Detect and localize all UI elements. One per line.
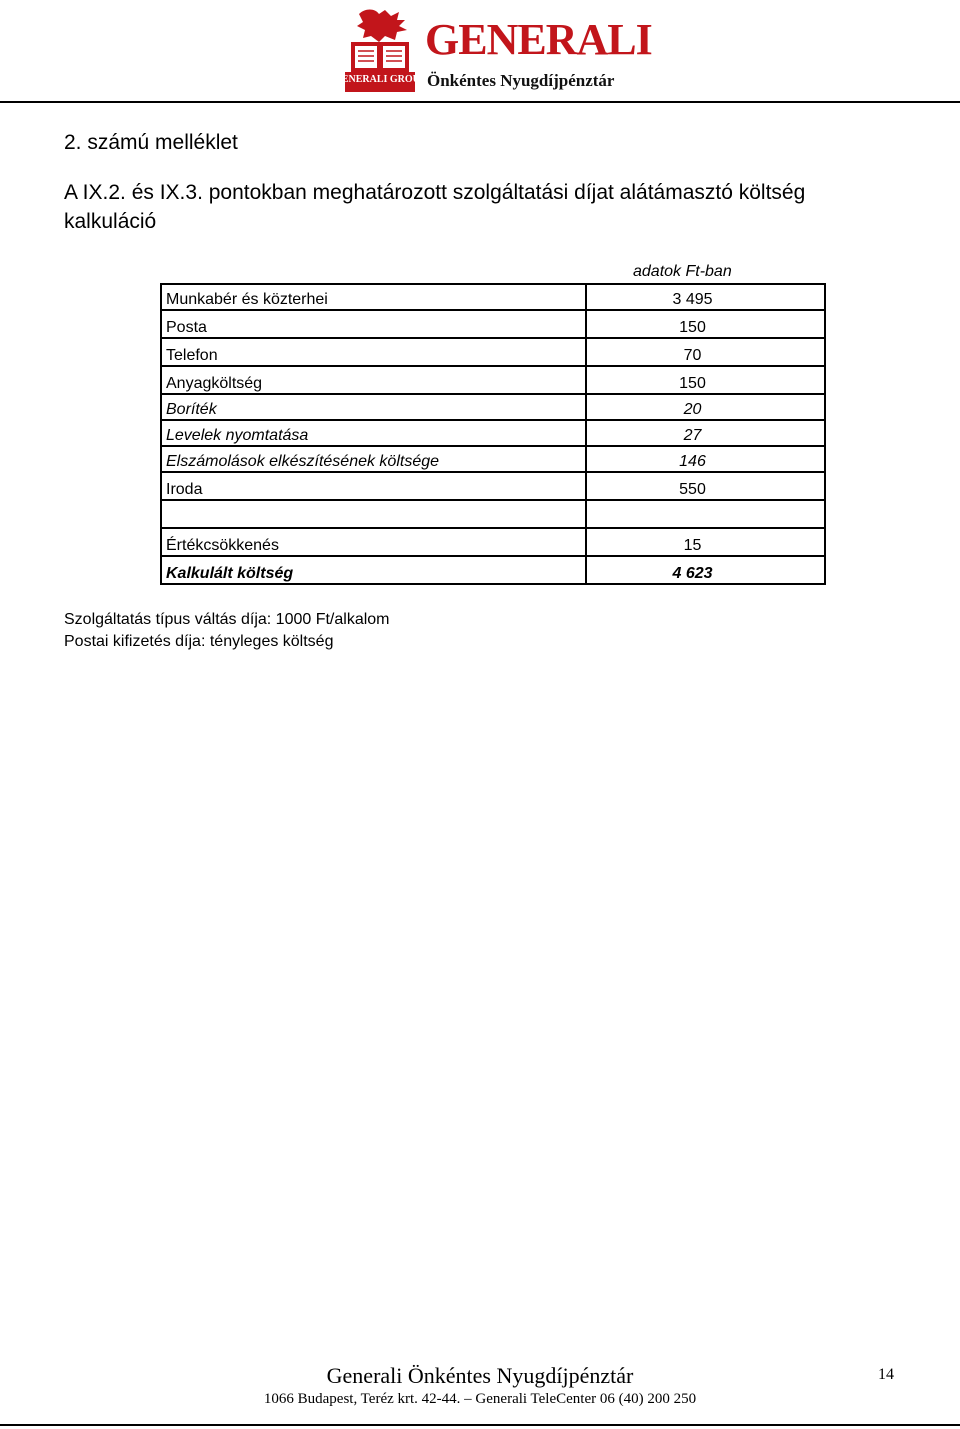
table-row bbox=[161, 420, 825, 446]
table-row-total bbox=[161, 556, 825, 584]
logo-text: GENERALI GROUP bbox=[334, 74, 426, 85]
row-value: 150 bbox=[586, 366, 825, 394]
winged-lion-logo-icon bbox=[334, 6, 426, 92]
header-divider bbox=[0, 101, 960, 103]
footer-divider bbox=[0, 1424, 960, 1426]
table-row bbox=[161, 446, 825, 472]
note-text: Postai kifizetés díja: tényleges költség bbox=[64, 633, 334, 650]
row-value: 550 bbox=[586, 472, 825, 500]
row-label: Boríték bbox=[161, 394, 586, 420]
brand-subtitle: Önkéntes Nyugdíjpénztár bbox=[427, 71, 615, 90]
header-logo bbox=[334, 6, 652, 92]
note-text: Szolgáltatás típus váltás díja: 1000 Ft/alkalom bbox=[64, 611, 390, 628]
row-label: Iroda bbox=[161, 472, 586, 500]
row-label: Levelek nyomtatása bbox=[161, 420, 586, 446]
table-row bbox=[161, 284, 825, 310]
annex-title: 2. számú melléklet bbox=[64, 131, 238, 154]
row-value: 27 bbox=[586, 420, 825, 446]
row-value: 3 495 bbox=[586, 284, 825, 310]
table-row bbox=[161, 528, 825, 556]
row-label: Posta bbox=[161, 310, 586, 338]
total-value: 4 623 bbox=[586, 556, 825, 584]
page-title: A IX.2. és IX.3. pontokban meghatározott szolgáltatási díjat alátámasztó költség kalkuláció bbox=[64, 181, 806, 233]
row-label: Értékcsökkenés bbox=[161, 528, 586, 556]
row-label: Anyagköltség bbox=[161, 366, 586, 394]
row-label bbox=[161, 500, 586, 528]
row-value: 70 bbox=[586, 338, 825, 366]
row-label: Telefon bbox=[161, 338, 586, 366]
table-row bbox=[161, 394, 825, 420]
footer-address: 1066 Budapest, Teréz krt. 42-44. – Generali TeleCenter 06 (40) 200 250 bbox=[263, 1391, 697, 1407]
unit-note: adatok Ft-ban bbox=[633, 263, 732, 280]
row-value: 146 bbox=[586, 446, 825, 472]
row-value: 20 bbox=[586, 394, 825, 420]
total-label: Kalkulált költség bbox=[161, 556, 586, 584]
footer-name: Generali Önkéntes Nyugdíjpénztár bbox=[326, 1363, 634, 1388]
row-label: Elszámolások elkészítésének költsége bbox=[161, 446, 586, 472]
brand-name: GENERALI bbox=[425, 15, 652, 64]
table-row bbox=[161, 366, 825, 394]
table-row bbox=[161, 310, 825, 338]
table-row bbox=[161, 338, 825, 366]
table-row-empty bbox=[161, 500, 825, 528]
row-value: 150 bbox=[586, 310, 825, 338]
row-value: 15 bbox=[586, 528, 825, 556]
cost-table bbox=[160, 283, 826, 585]
row-label: Munkabér és közterhei bbox=[161, 284, 586, 310]
table-row bbox=[161, 472, 825, 500]
page-number: 14 bbox=[878, 1366, 894, 1383]
row-value bbox=[586, 500, 825, 528]
